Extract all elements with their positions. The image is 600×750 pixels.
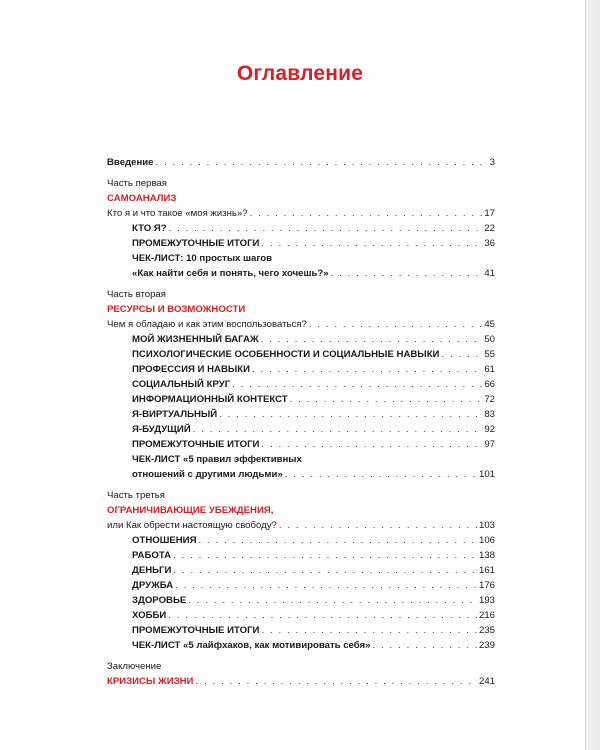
toc-page-number: 97	[484, 439, 495, 450]
toc-page-number: 103	[478, 520, 495, 531]
toc-entry-label: ДРУЖБА	[132, 580, 174, 591]
toc-entry[interactable]	[107, 548, 495, 563]
dot-leader	[252, 362, 482, 377]
toc-page-number: 239	[478, 640, 495, 651]
toc-entry[interactable]	[107, 623, 495, 638]
part-title: ОГРАНИЧИВАЮЩИЕ УБЕЖДЕНИЯ,	[107, 505, 274, 516]
toc-entry-label: ПРОМЕЖУТОЧНЫЕ ИТОГИ	[132, 439, 260, 450]
toc-page-number: 3	[489, 157, 495, 168]
toc-entry-label: Я-БУДУЩИЙ	[132, 424, 191, 435]
table-of-contents	[107, 155, 495, 689]
part-heading: Заключение	[107, 661, 162, 672]
dot-leader	[195, 674, 477, 689]
dot-leader	[169, 221, 483, 236]
toc-entry-label: или Как обрести настоящую свободу?	[107, 520, 277, 531]
page-title: Оглавление	[236, 62, 364, 85]
dot-leader	[173, 548, 477, 563]
toc-page-number: 66	[484, 379, 495, 390]
toc-entry-label: ПРОФЕССИЯ И НАВЫКИ	[132, 364, 251, 375]
toc-entry[interactable]	[107, 266, 495, 281]
toc-entry-label: Введение	[107, 157, 154, 168]
dot-leader	[331, 266, 483, 281]
toc-entry[interactable]	[107, 221, 495, 236]
toc-page-number: 41	[484, 268, 495, 279]
toc-entry-intro[interactable]	[107, 155, 495, 170]
dot-leader	[290, 392, 483, 407]
toc-page-number: 241	[478, 676, 495, 687]
dot-leader	[279, 518, 477, 533]
checklist-line: ЧЕК-ЛИСТ «5 правил эффективных	[132, 454, 302, 465]
toc-entry[interactable]	[107, 437, 495, 452]
toc-entry-label: ЗДОРОВЬЕ	[132, 595, 187, 606]
toc-page-number: 50	[484, 334, 495, 345]
dot-leader	[261, 332, 483, 347]
toc-page-number: 176	[478, 580, 495, 591]
toc-entry[interactable]	[107, 638, 495, 653]
toc-entry-label: ПРОМЕЖУТОЧНЫЕ ИТОГИ	[132, 625, 260, 636]
toc-page-number: 83	[484, 409, 495, 420]
dot-leader	[175, 578, 477, 593]
toc-page-number: 55	[484, 349, 495, 360]
dot-leader	[285, 467, 477, 482]
toc-entry[interactable]	[107, 407, 495, 422]
toc-page-number: 138	[478, 550, 495, 561]
page-edge	[585, 0, 600, 750]
toc-entry[interactable]	[107, 236, 495, 251]
toc-page-number: 22	[484, 223, 495, 234]
part-heading: Часть первая	[107, 178, 167, 189]
toc-page-number: 45	[484, 319, 495, 330]
dot-leader	[198, 533, 477, 548]
dot-leader	[219, 407, 482, 422]
toc-entry-label: РАБОТА	[132, 550, 172, 561]
toc-page-number: 101	[478, 469, 495, 480]
dot-leader	[261, 236, 482, 251]
toc-page-number: 72	[484, 394, 495, 405]
toc-page-number: 216	[478, 610, 495, 621]
toc-entry-label: ОТНОШЕНИЯ	[132, 535, 197, 546]
toc-page-number: 106	[478, 535, 495, 546]
part-heading: Часть вторая	[107, 289, 166, 300]
toc-entry[interactable]	[107, 578, 495, 593]
toc-entry-label: Чем я обладаю и как этим воспользоваться?	[107, 319, 307, 330]
dot-leader	[232, 377, 482, 392]
toc-entry-label: ХОББИ	[132, 610, 167, 621]
toc-page-number: 193	[478, 595, 495, 606]
dot-leader	[372, 638, 477, 653]
toc-entry-label: ПСИХОЛОГИЧЕСКИЕ ОСОБЕННОСТИ И СОЦИАЛЬНЫЕ НАВЫКИ	[132, 349, 440, 360]
dot-leader	[173, 563, 477, 578]
toc-entry[interactable]	[107, 518, 495, 533]
toc-page-number: 92	[484, 424, 495, 435]
dot-leader	[188, 593, 477, 608]
toc-entry[interactable]	[107, 362, 495, 377]
part-title: САМОАНАЛИЗ	[107, 193, 177, 204]
toc-page-number: 36	[484, 238, 495, 249]
dot-leader	[250, 206, 483, 221]
toc-entry-conclusion[interactable]	[107, 674, 495, 689]
toc-entry[interactable]	[107, 593, 495, 608]
toc-page-number: 17	[484, 208, 495, 219]
toc-entry[interactable]	[107, 608, 495, 623]
toc-entry[interactable]	[107, 347, 495, 362]
toc-entry-label: отношений с другими людьми»	[132, 469, 283, 480]
dot-leader	[193, 422, 483, 437]
toc-entry-label: МОЙ ЖИЗНЕННЫЙ БАГАЖ	[132, 334, 259, 345]
toc-entry-label: ПРОМЕЖУТОЧНЫЕ ИТОГИ	[132, 238, 260, 249]
part-heading: Часть третья	[107, 490, 165, 501]
toc-entry-label: ЧЕК-ЛИСТ «5 лайфхаков, как мотивировать себя»	[132, 640, 371, 651]
checklist-line: ЧЕК-ЛИСТ: 10 простых шагов	[132, 253, 273, 264]
dot-leader	[441, 347, 482, 362]
toc-entry-label: ИНФОРМАЦИОННЫЙ КОНТЕКСТ	[132, 394, 288, 405]
dot-leader	[309, 317, 483, 332]
toc-entry[interactable]	[107, 332, 495, 347]
toc-entry[interactable]	[107, 206, 495, 221]
toc-entry[interactable]	[107, 317, 495, 332]
toc-entry[interactable]	[107, 533, 495, 548]
toc-entry-label: СОЦИАЛЬНЫЙ КРУГ	[132, 379, 231, 390]
part-title: РЕСУРСЫ И ВОЗМОЖНОСТИ	[107, 304, 246, 315]
toc-entry-label: «Как найти себя и понять, чего хочешь?»	[132, 268, 329, 279]
toc-entry[interactable]	[107, 422, 495, 437]
toc-page-number: 61	[484, 364, 495, 375]
toc-entry-label: Я-ВИРТУАЛЬНЫЙ	[132, 409, 218, 420]
toc-entry-label: КРИЗИСЫ ЖИЗНИ	[107, 676, 194, 687]
toc-page-number: 161	[478, 565, 495, 576]
toc-page-number: 235	[478, 625, 495, 636]
dot-leader	[261, 437, 482, 452]
dot-leader	[156, 155, 488, 170]
toc-entry[interactable]	[107, 563, 495, 578]
dot-leader	[168, 608, 477, 623]
toc-entry-label: Кто я и что такое «моя жизнь»?	[107, 208, 248, 219]
toc-entry[interactable]	[107, 467, 495, 482]
toc-entry-label: ДЕНЬГИ	[132, 565, 172, 576]
dot-leader	[261, 623, 477, 638]
toc-entry[interactable]	[107, 377, 495, 392]
toc-entry[interactable]	[107, 392, 495, 407]
toc-entry-label: КТО Я?	[132, 223, 167, 234]
